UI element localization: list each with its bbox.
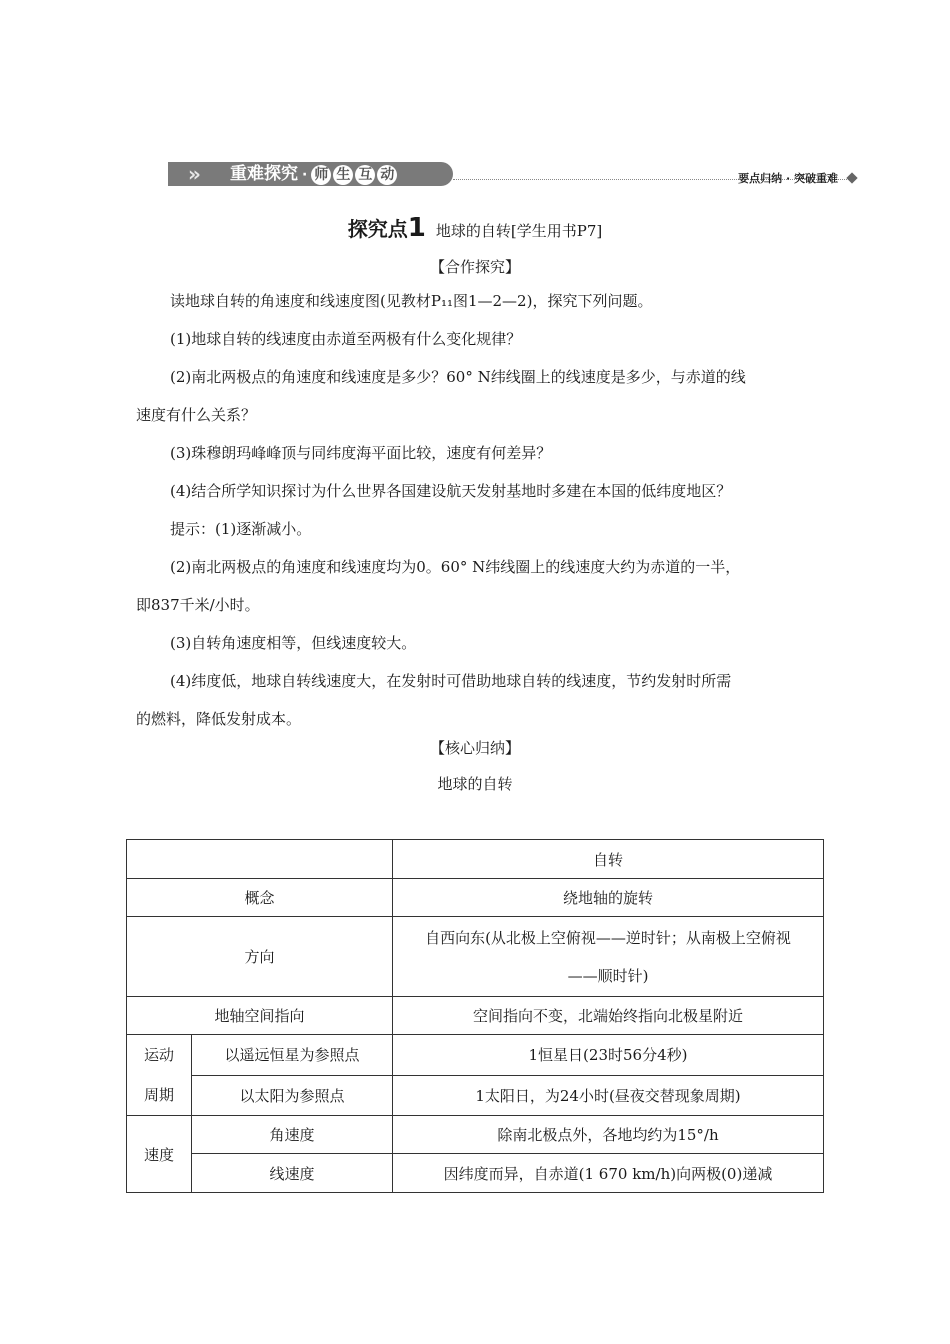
table-row — [127, 840, 824, 879]
table-row — [127, 1075, 824, 1116]
answer-2-line-1: (2)南北两极点的角速度和线速度均为0。60° N纬线圈上的线速度大约为赤道的一半， — [170, 558, 741, 576]
table-sub-label: 线速度 — [192, 1154, 393, 1193]
coop-heading: 【合作探究】 — [429, 258, 520, 276]
direction-line-2: ——顺时针) — [567, 966, 649, 985]
table-row — [127, 1035, 824, 1076]
diamond-icon — [846, 172, 857, 183]
table-cell: 空间指向不变，北端始终指向北极星附近 — [393, 997, 824, 1035]
table-sub-label: 以太阳为参照点 — [192, 1075, 393, 1116]
answer-4-line-1: (4)纬度低，地球自转线速度大，在发射时可借助地球自转的线速度，节约发射时所需 — [170, 672, 732, 690]
table-group-label: 速度 — [127, 1116, 192, 1193]
table-cell — [393, 917, 824, 997]
period-label-line-1: 运动 — [143, 1046, 174, 1064]
answer-2-line-2: 即837千米/小时。 — [136, 596, 260, 614]
answer-4-line-2: 的燃料，降低发射成本。 — [136, 710, 302, 728]
table-row-label: 方向 — [127, 917, 393, 997]
question-3: (3)珠穆朗玛峰峰顶与同纬度海平面比较，速度有何差异？ — [170, 444, 552, 462]
intro-text: 读地球自转的角速度和线速度图(见教材P₁₁图1—2—2)，探究下列问题。 — [170, 292, 653, 310]
table-corner-cell — [127, 840, 393, 879]
table-cell: 除南北极点外，各地均约为15°/h — [393, 1116, 824, 1154]
rotation-table — [126, 839, 824, 1193]
question-1: (1)地球自转的线速度由赤道至两极有什么变化规律？ — [170, 330, 522, 348]
question-2-line-1: (2)南北两极点的角速度和线速度是多少？60° N纬线圈上的线速度是多少，与赤道的线 — [170, 368, 746, 386]
table-header-cell: 自转 — [393, 840, 824, 879]
banner-circle-char: 动 — [377, 165, 397, 185]
period-label-line-2: 周期 — [143, 1086, 174, 1104]
question-2-line-2: 速度有什么关系？ — [136, 406, 257, 424]
banner-circle-char: 互 — [355, 165, 375, 185]
table-row — [127, 1116, 824, 1154]
banner-circle-char: 生 — [333, 165, 353, 185]
table-cell: 因纬度而异，自赤道(1 670 km/h)向两极(0)递减 — [393, 1154, 824, 1193]
section-heading — [0, 213, 950, 243]
section-number: 1 — [407, 213, 426, 243]
table-row — [127, 997, 824, 1035]
question-4: (4)结合所学知识探讨为什么世界各国建设航天发射基地时多建在本国的低纬度地区？ — [170, 482, 732, 500]
table-group-label — [127, 1035, 192, 1116]
table-title: 地球的自转 — [437, 775, 513, 793]
banner-title-text: 重难探究 — [230, 164, 298, 184]
table-cell: 1太阳日，为24小时(昼夜交替现象周期) — [393, 1075, 824, 1116]
direction-line-1: 自西向东(从北极上空俯视——逆时针；从南极上空俯视 — [425, 928, 791, 947]
banner-title — [230, 163, 399, 186]
banner-right-text: 要点归纳 · 突破重难 — [738, 172, 838, 185]
answer-3: (3)自转角速度相等，但线速度较大。 — [170, 634, 417, 652]
table-row-label: 地轴空间指向 — [127, 997, 393, 1035]
table-sub-label: 角速度 — [192, 1116, 393, 1154]
question-block — [136, 282, 816, 738]
banner-separator: · — [302, 167, 308, 183]
table-row-label: 概念 — [127, 879, 393, 917]
section-title: 探究点 — [347, 217, 408, 241]
answer-1: 提示：(1)逐渐减小。 — [170, 520, 312, 538]
section-subtitle: 地球的自转[学生用书P7] — [435, 222, 603, 240]
banner-circle-char: 师 — [311, 165, 331, 185]
table-row — [127, 917, 824, 997]
table-sub-label: 以遥远恒星为参照点 — [192, 1035, 393, 1076]
section-banner — [168, 160, 858, 190]
table-cell: 1恒星日(23时56分4秒) — [393, 1035, 824, 1076]
chevron-right-icon: » — [188, 162, 201, 186]
core-heading: 【核心归纳】 — [429, 739, 520, 757]
table-row — [127, 1154, 824, 1193]
table-cell: 绕地轴的旋转 — [393, 879, 824, 917]
table-row — [127, 879, 824, 917]
